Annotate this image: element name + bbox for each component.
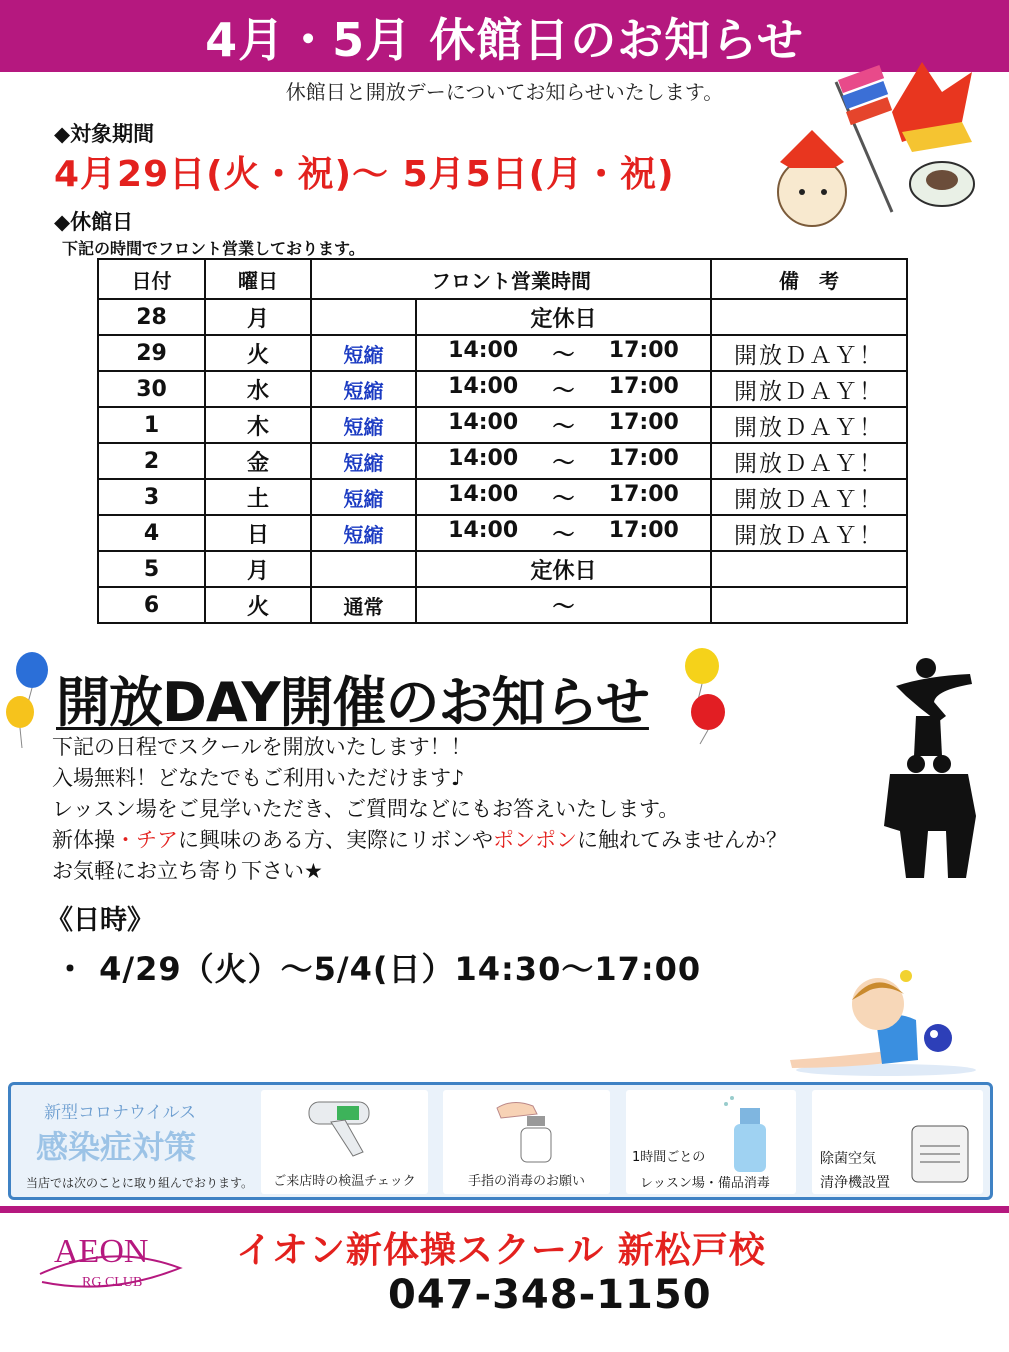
row-kind: 通常 bbox=[311, 587, 416, 623]
page-title: 4月・5月 休館日のお知らせ bbox=[205, 13, 804, 67]
row-date: 4 bbox=[98, 515, 205, 551]
covid-item-label: 1時間ごとの bbox=[632, 1150, 706, 1165]
header-remarks: 備 考 bbox=[711, 259, 907, 299]
row-day: 金 bbox=[205, 443, 311, 479]
covid-card-sanitizer bbox=[443, 1090, 610, 1194]
row-note: 開放ＤＡＹ！ bbox=[711, 515, 907, 551]
row-note: 開放ＤＡＹ！ bbox=[711, 443, 907, 479]
row-start: 14:00 bbox=[448, 481, 519, 507]
row-kind: 短縮 bbox=[311, 479, 416, 515]
row-kind: 短縮 bbox=[311, 407, 416, 443]
row-sep: ～ bbox=[552, 414, 575, 440]
row-start: 14:00 bbox=[448, 445, 519, 471]
row-day: 火 bbox=[205, 335, 311, 371]
row-day: 月 bbox=[205, 299, 311, 335]
open-day-line: 下記の日程でスクールを開放いたします！！ bbox=[52, 735, 472, 759]
covid-item-label: レッスン場・備品消毒 bbox=[640, 1176, 770, 1191]
row-sep: ～ bbox=[552, 486, 575, 512]
row-closed: 定休日 bbox=[416, 299, 711, 335]
row-note: 開放ＤＡＹ！ bbox=[711, 407, 907, 443]
row-sep: ～ bbox=[552, 342, 575, 368]
row-start: 14:00 bbox=[448, 373, 519, 399]
footer-divider bbox=[0, 1206, 1009, 1213]
row-date: 28 bbox=[98, 299, 205, 335]
text-pompom: ポンポン bbox=[493, 828, 577, 852]
row-kind: 短縮 bbox=[311, 371, 416, 407]
row-date: 3 bbox=[98, 479, 205, 515]
row-hours bbox=[416, 443, 711, 479]
row-date: 29 bbox=[98, 335, 205, 371]
covid-title-big: 感染症対策 bbox=[36, 1128, 197, 1166]
row-day: 土 bbox=[205, 479, 311, 515]
row-end: 17:00 bbox=[608, 445, 679, 471]
row-date: 6 bbox=[98, 587, 205, 623]
row-note bbox=[711, 551, 907, 587]
row-day: 木 bbox=[205, 407, 311, 443]
row-end: 17:00 bbox=[608, 517, 679, 543]
open-day-line: 入場無料！どなたでもご利用いただけます♪ bbox=[52, 766, 465, 790]
row-sep: ～ bbox=[552, 378, 575, 404]
table-row bbox=[98, 479, 907, 515]
table-header-row bbox=[98, 259, 907, 299]
cheer-silhouette-illustration bbox=[876, 656, 986, 881]
row-note bbox=[711, 299, 907, 335]
row-date: 5 bbox=[98, 551, 205, 587]
open-day-line: レッスン場をご見学いただき、ご質問などにもお答えいたします。 bbox=[52, 797, 680, 821]
gymnast-girl-illustration bbox=[786, 960, 976, 1080]
hand-sanitizer-icon bbox=[493, 1094, 573, 1164]
table-row bbox=[98, 299, 907, 335]
row-day: 日 bbox=[205, 515, 311, 551]
covid-title-small: 新型コロナウイルス bbox=[44, 1103, 196, 1123]
logo-subtext: RG CLUB bbox=[82, 1275, 143, 1290]
row-date: 1 bbox=[98, 407, 205, 443]
page-subtitle: 休館日と開放デーについてお知らせいたします。 bbox=[285, 80, 724, 104]
row-start: 14:00 bbox=[448, 517, 519, 543]
covid-item-label: ご来店時の検温チェック bbox=[273, 1174, 416, 1189]
thermometer-icon bbox=[301, 1096, 391, 1158]
row-start: 14:00 bbox=[448, 337, 519, 363]
row-date: 2 bbox=[98, 443, 205, 479]
closed-heading: ◆休館日 bbox=[54, 210, 134, 234]
covid-item-label: 除菌空気 bbox=[820, 1151, 876, 1167]
row-kind: 短縮 bbox=[311, 335, 416, 371]
air-purifier-icon bbox=[906, 1112, 976, 1186]
childrens-day-illustration bbox=[772, 52, 982, 232]
header-day: 曜日 bbox=[205, 259, 311, 299]
balloons-left-icon bbox=[0, 650, 52, 750]
row-kind: 短縮 bbox=[311, 443, 416, 479]
spray-bottle-icon bbox=[720, 1094, 780, 1174]
covid-card-air-purifier bbox=[812, 1090, 983, 1194]
row-hours bbox=[416, 407, 711, 443]
row-start: 14:00 bbox=[448, 409, 519, 435]
row-hours bbox=[416, 371, 711, 407]
row-hours bbox=[416, 479, 711, 515]
covid-card-disinfect bbox=[626, 1090, 796, 1194]
aeon-rg-club-logo bbox=[30, 1222, 190, 1306]
covid-intro: 当店では次のことに取り組んでおります。 bbox=[26, 1176, 254, 1190]
open-day-line: お気軽にお立ち寄り下さい★ bbox=[52, 859, 323, 883]
open-day-title: 開放DAY開催のお知らせ bbox=[56, 671, 649, 734]
datetime-heading: 《日時》 bbox=[46, 905, 154, 936]
phone-number: 047-348-1150 bbox=[388, 1272, 712, 1318]
row-kind bbox=[311, 551, 416, 587]
row-note: 開放ＤＡＹ！ bbox=[711, 479, 907, 515]
covid-item-label: 手指の消毒のお願い bbox=[467, 1174, 585, 1189]
row-note: 開放ＤＡＹ！ bbox=[711, 371, 907, 407]
text-ribbon: に興味のある方、実際にリボンや bbox=[178, 828, 493, 852]
row-closed: 定休日 bbox=[416, 551, 711, 587]
table-row bbox=[98, 587, 907, 623]
balloons-right-icon bbox=[672, 646, 732, 746]
logo-text: AEON bbox=[54, 1233, 149, 1270]
table-row bbox=[98, 371, 907, 407]
row-sep: ～ bbox=[552, 450, 575, 476]
text-touch: に触れてみませんか？ bbox=[577, 828, 787, 852]
covid-item-label: 清浄機設置 bbox=[820, 1175, 890, 1191]
row-hours bbox=[416, 515, 711, 551]
header-date: 日付 bbox=[98, 259, 205, 299]
open-day-body bbox=[52, 732, 787, 887]
table-row bbox=[98, 407, 907, 443]
header-hours: フロント営業時間 bbox=[311, 259, 711, 299]
row-sep: ～ bbox=[552, 522, 575, 548]
datetime-value: ・ 4/29（火）～5/4(日）14:30～17:00 bbox=[54, 950, 702, 988]
period-heading: ◆対象期間 bbox=[54, 122, 155, 146]
closed-note: 下記の時間でフロント営業しております。 bbox=[62, 239, 365, 258]
row-end: 17:00 bbox=[608, 337, 679, 363]
row-day: 火 bbox=[205, 587, 311, 623]
school-name: イオン新体操スクール 新松戸校 bbox=[236, 1230, 766, 1271]
table-row bbox=[98, 515, 907, 551]
table-row bbox=[98, 335, 907, 371]
table-row bbox=[98, 443, 907, 479]
row-end: 17:00 bbox=[608, 373, 679, 399]
text-gymnastics: 新体操 bbox=[52, 828, 115, 852]
row-note bbox=[711, 587, 907, 623]
row-kind: 短縮 bbox=[311, 515, 416, 551]
row-kind bbox=[311, 299, 416, 335]
row-end: 17:00 bbox=[608, 409, 679, 435]
open-day-line bbox=[52, 825, 787, 856]
schedule-table bbox=[97, 258, 908, 624]
table-row bbox=[98, 551, 907, 587]
row-note: 開放ＤＡＹ！ bbox=[711, 335, 907, 371]
row-date: 30 bbox=[98, 371, 205, 407]
row-day: 月 bbox=[205, 551, 311, 587]
period-range: 4月29日(火・祝)～ 5月5日(月・祝) bbox=[54, 154, 675, 195]
row-hours bbox=[416, 335, 711, 371]
row-end: 17:00 bbox=[608, 481, 679, 507]
row-hours: ～ bbox=[416, 587, 711, 623]
covid-card-thermometer bbox=[261, 1090, 428, 1194]
text-cheer: ・チア bbox=[115, 828, 178, 852]
row-day: 水 bbox=[205, 371, 311, 407]
